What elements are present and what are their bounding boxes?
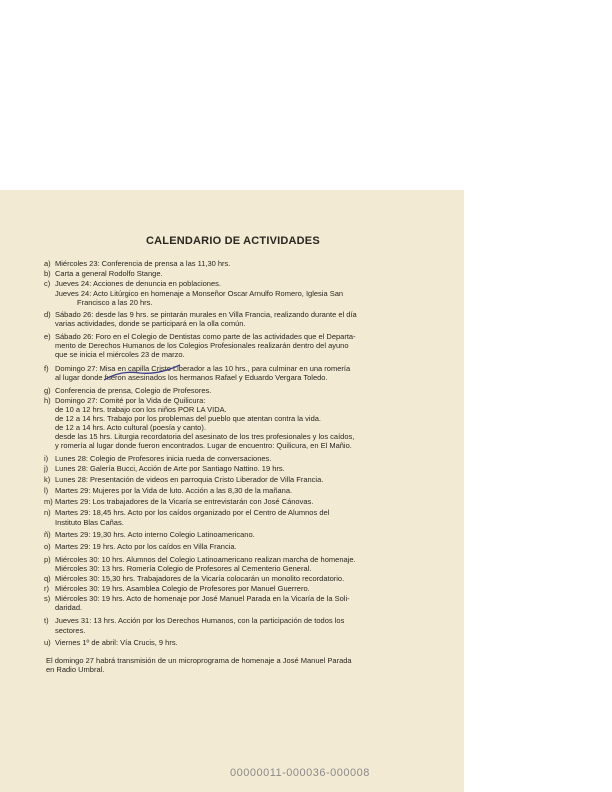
activity-line: al lugar donde fueron asesinados los hermanos Rafael y Eduardo Vergara Toledo. xyxy=(55,373,328,382)
activity-line: Domingo 27: Comité por la Vida de Quilicura: xyxy=(55,396,206,405)
activity-line: en Radio Umbral. xyxy=(46,665,105,674)
activity-line: Lunes 28: Presentación de videos en parroquia Cristo Liberador de Villa Francia. xyxy=(55,475,324,484)
archive-code: 00000011-000036-000008 xyxy=(230,767,370,779)
activity-line: Jueves 24: Acto Litúrgico en homenaje a Monseñor Oscar Arnulfo Romero, Iglesia San xyxy=(55,289,344,298)
item-marker: s) xyxy=(44,594,51,603)
activity-line: de 12 a 14 hrs. Acto cultural (poesía y canto). xyxy=(55,423,206,432)
activity-line: que se inicia el miércoles 23 de marzo. xyxy=(55,350,185,359)
pen-stroke-mark xyxy=(100,360,190,388)
item-marker: j) xyxy=(44,464,49,473)
activity-line: Lunes 28: Galería Bucci, Acción de Arte por Santiago Nattino. 19 hrs. xyxy=(55,464,285,473)
activity-line: Miércoles 30: 13 hrs. Romería Colegio de Profesores al Cementerio General. xyxy=(55,564,312,573)
item-marker: l) xyxy=(44,486,49,495)
item-marker: f) xyxy=(44,364,49,373)
activity-line: Jueves 31: 13 hrs. Acción por los Derechos Humanos, con la participación de todos los xyxy=(55,616,345,625)
activity-line: Carta a general Rodolfo Stange. xyxy=(55,269,163,278)
item-marker: u) xyxy=(44,638,51,647)
item-marker: d) xyxy=(44,310,51,319)
item-marker: i) xyxy=(44,454,49,463)
activity-line: de 12 a 14 hrs. Trabajo por los problemas del pueblo que atentan contra la vida. xyxy=(55,414,322,423)
activity-line: Francisco a las 20 hrs. xyxy=(77,298,153,307)
item-marker: r) xyxy=(44,584,49,593)
activity-line: Martes 29: 19,30 hrs. Acto interno Colegio Latinoamericano. xyxy=(55,530,255,539)
activity-line: desde las 15 hrs. Liturgia recordatoria del asesinato de los tres profesionales y los caídos, xyxy=(55,432,355,441)
item-marker: g) xyxy=(44,386,51,395)
activity-line: Martes 29: Los trabajadores de la Vicaría se entrevistarán con José Cánovas. xyxy=(55,497,314,506)
activity-line: y romería al lugar donde fueron encontrados. Lugar de encuentro: Quilicura, en El Mañio. xyxy=(55,441,352,450)
activity-line: mento de Derechos Humanos de los Colegios Profesionales realizarán dentro del ayuno xyxy=(55,341,349,350)
activity-line: Conferencia de prensa, Colegio de Profesores. xyxy=(55,386,212,395)
activity-line: Martes 29: Mujeres por la Vida de luto. Acción a las 8,30 de la mañana. xyxy=(55,486,293,495)
item-marker: t) xyxy=(44,616,49,625)
activity-line: daridad. xyxy=(55,603,83,612)
activity-line: El domingo 27 habrá transmisión de un microprograma de homenaje a José Manuel Parada xyxy=(46,656,352,665)
item-marker: e) xyxy=(44,332,51,341)
item-marker: m) xyxy=(44,497,53,506)
activity-line: Miércoles 30: 19 hrs. Acto de homenaje por José Manuel Parada en la Vicaría de la Soli- xyxy=(55,594,350,603)
activity-line: varias actividades, donde se participará en la olla común. xyxy=(55,319,246,328)
item-marker: k) xyxy=(44,475,51,484)
item-marker: a) xyxy=(44,259,51,268)
activity-line: Sábado 26: Foro en el Colegio de Dentistas como parte de las actividades que el Departa- xyxy=(55,332,356,341)
activity-line: Miércoles 30: 15,30 hrs. Trabajadores de la Vicaría colocarán un monolito recordatorio. xyxy=(55,574,345,583)
activity-line: Sábado 26: desde las 9 hrs. se pintarán murales en Villa Francia, realizando durante el día xyxy=(55,310,357,319)
activity-line: Martes 29: 18,45 hrs. Acto por los caídos organizado por el Centro de Alumnos del xyxy=(55,508,330,517)
activity-line: Viernes 1º de abril: Vía Crucis, 9 hrs. xyxy=(55,638,178,647)
item-marker: n) xyxy=(44,508,51,517)
activity-line: Miércoles 30: 19 hrs. Asamblea Colegio de Profesores por Manuel Guerrero. xyxy=(55,584,310,593)
activity-line: sectores. xyxy=(55,626,86,635)
item-marker: q) xyxy=(44,574,51,583)
activity-line: Martes 29: 19 hrs. Acto por los caídos en Villa Francia. xyxy=(55,542,237,551)
item-marker: o) xyxy=(44,542,51,551)
activity-line: Jueves 24: Acciones de denuncia en poblaciones. xyxy=(55,279,221,288)
item-marker: h) xyxy=(44,396,51,405)
document-title: CALENDARIO DE ACTIVIDADES xyxy=(146,235,320,247)
activity-line: Instituto Blas Cañas. xyxy=(55,518,124,527)
item-marker: b) xyxy=(44,269,51,278)
item-marker: p) xyxy=(44,555,51,564)
activity-line: de 10 a 12 hrs. trabajo con los niños POR LA VIDA. xyxy=(55,405,227,414)
activity-line: Miércoles 30: 10 hrs. Alumnos del Colegio Latinoamericano realizan marcha de homenaje. xyxy=(55,555,356,564)
item-marker: ñ) xyxy=(44,530,51,539)
activity-line: Miércoles 23: Conferencia de prensa a las 11,30 hrs. xyxy=(55,259,231,268)
activity-line: Domingo 27: Misa en capilla Cristo Liberador a las 10 hrs., para culminar en una romería xyxy=(55,364,351,373)
activity-line: Lunes 28: Colegio de Profesores inicia rueda de conversaciones. xyxy=(55,454,272,463)
item-marker: c) xyxy=(44,279,51,288)
